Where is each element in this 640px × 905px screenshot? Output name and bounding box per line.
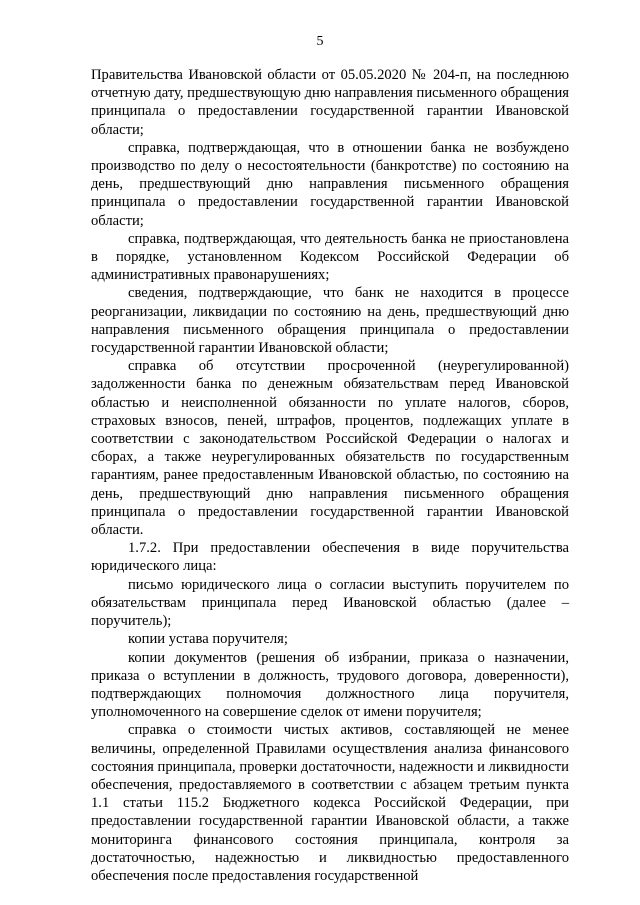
paragraph-debt-certificate: справка об отсутствии просроченной (неурегулированной) задолженности банка по денежным обязательствам перед Ивановской областью и неисполненной обязанности по уплате налогов, сборов, страховых взносов, пеней, штрафов, процентов, подлежащих уплате в соответствии с законодательством Российской Федерации о налогах и сборах, а также неурегулированных обязательств по государственным гарантиям, ранее предоставленным Ивановской областью, по состоянию на день, предшествующий дню направления письменного обращения принципала о предоставлении государственной гарантии Ивановской области. — [91, 358, 569, 539]
paragraph-reorganization-info: сведения, подтверждающие, что банк не находится в процессе реорганизации, ликвидации по состоянию на день, предшествующий дню направления письменного обращения принципала о предоставлении государственной гарантии Ивановской области; — [91, 285, 569, 357]
paragraph-continuation: Правительства Ивановской области от 05.05.2020 № 204-п, на последнюю отчетную дату, предшествующую дню направления письменного обращения принципала о предоставлении государственной гарантии Ивановской области; — [91, 67, 570, 138]
paragraph-guarantor-letter: письмо юридического лица о согласии выступить поручителем по обязательствам принципала перед Ивановской областью (далее – поручитель); — [91, 576, 569, 630]
paragraph-net-assets-certificate: справка о стоимости чистых активов, составляющей не менее величины, определенной Правилами осуществления анализа финансового состояния принципала, проверки достаточности, надежности и ликвидности обеспечения, предоставляемого в соответствии с абзацем третьим пункта 1.1 статьи 115.2 Бюджетного кодекса Российской Федерации, при предоставлении государственной гарантии Ивановской области, а также мониторинга финансового состояния принципала, контроля за достаточностью, надежностью и ликвидностью предоставленного обеспечения после предоставления государственной — [91, 722, 569, 884]
document-body — [91, 66, 569, 885]
page-number: 5 — [316, 34, 324, 49]
paragraph-bankruptcy-certificate: справка, подтверждающая, что в отношении банка не возбуждено производство по делу о несостоятельности (банкротстве) по состоянию на день, предшествующий дню направления письменного обращения принципала о предоставлении государственной гарантии Ивановской области; — [91, 139, 569, 229]
paragraph-section-1-7-2: 1.7.2. При предоставлении обеспечения в виде поручительства юридического лица: — [91, 540, 569, 575]
paragraph-authority-documents: копии документов (решения об избрании, приказа о назначении, приказа о вступлении в должность, трудового договора, доверенности), подтверждающих полномочия должностного лица поручителя, уполномоченного на совершение сделок от имени поручителя; — [91, 649, 569, 721]
paragraph-charter-copies: копии устава поручителя; — [128, 631, 288, 648]
paragraph-activity-certificate: справка, подтверждающая, что деятельность банка не приостановлена в порядке, установленном Кодексом Российской Федерации об административных правонарушениях; — [91, 230, 569, 284]
